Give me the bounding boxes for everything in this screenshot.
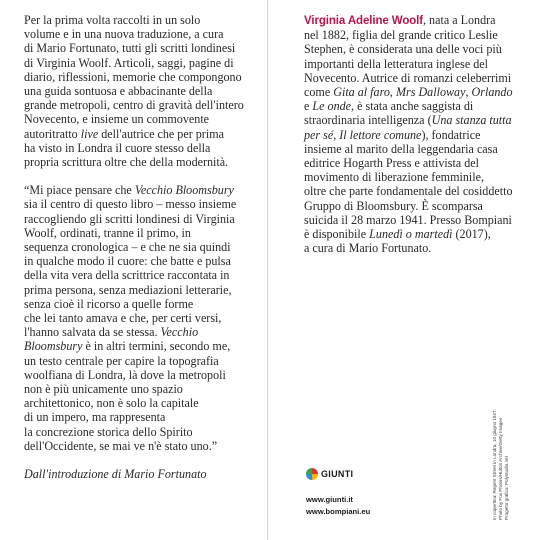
url-giunti: www.giunti.it: [306, 495, 353, 504]
text-run: volume e in una nuova traduzione, a cura: [24, 27, 224, 42]
text-run: Gruppo di Bloomsbury. È scomparsa: [304, 198, 483, 213]
text-run: è disponibile: [304, 227, 370, 242]
quote-attribution: Dall'introduzione di Mario Fortunato: [24, 467, 207, 482]
text-run: dell'autrice che per prima: [98, 126, 224, 141]
text-run: nel 1882, figlia del grande critico Leslie: [304, 28, 498, 43]
text-line: [304, 241, 518, 255]
text-line: [24, 127, 250, 141]
bio-first-line: [304, 13, 518, 28]
text-run: Stephen, è considerata una delle voci più: [304, 42, 502, 57]
italic-text: Mrs Dalloway: [395, 85, 466, 100]
text-run: della vita vera della scrittrice raccontata in: [24, 268, 230, 283]
text-run: e: [304, 99, 313, 114]
publisher-logo: [306, 468, 353, 480]
text-run: un testo centrale per capire la topografia: [24, 353, 219, 368]
text-line: [304, 156, 518, 170]
text-run: in qualche modo il cuore: che batte e pulsa: [24, 254, 231, 269]
text-line: [24, 425, 250, 439]
text-line: [24, 311, 250, 325]
italic-text: Il lettore comune: [339, 127, 422, 142]
text-line: [24, 325, 250, 339]
text-run: di Virginia Woolf. Articoli, saggi, pagine di: [24, 55, 234, 70]
publisher-logo-text: GIUNTI: [321, 469, 354, 479]
text-run: sequenza cronologica – e che ne sia quindi: [24, 240, 231, 255]
text-line: [24, 368, 250, 382]
text-run: oltre che parte fondamentale del cosiddetto: [304, 184, 513, 199]
text-line: [24, 56, 250, 70]
text-line: [24, 396, 250, 410]
text-line: [304, 42, 518, 56]
text-line: [24, 197, 250, 211]
text-run: non è più unicamente uno spazio: [24, 382, 183, 397]
text-run: l'hanno salvata da se stessa.: [24, 325, 161, 340]
text-run: che lei tanto amava e che, per certi versi,: [24, 311, 222, 326]
cover-credit-line: Photo by Fox Photos/Hulton Archive/Getty Images: [498, 417, 503, 520]
text-run: straordinaria intelligenza (: [304, 113, 432, 128]
text-run: “Mi piace pensare che: [24, 183, 135, 198]
text-run: senza cioè il ricorso a quelle forme: [24, 296, 194, 311]
text-run: , nata a Londra: [423, 13, 496, 27]
text-run: ,: [333, 127, 340, 142]
text-run: architettonico, non è solo la capitale: [24, 396, 199, 411]
text-line: [304, 227, 518, 241]
text-run: dell'Occidente, se mai ve n'è stato uno.”: [24, 438, 218, 453]
text-line: [304, 99, 518, 113]
text-line: [304, 128, 518, 142]
text-line: [24, 410, 250, 424]
text-line: [304, 71, 518, 85]
text-run: ), fondatrice: [421, 127, 481, 142]
text-run: propria scrittura oltre che della modernità.: [24, 155, 229, 170]
text-run: Novecento, e insieme un commovente: [24, 112, 210, 127]
text-run: ,: [465, 85, 472, 100]
blurb-text: [24, 13, 250, 481]
bio-first-line-rest: [423, 13, 496, 27]
text-run: raccogliendo gli scritti londinesi di Virginia: [24, 211, 235, 226]
text-run: suicida il 28 marzo 1941. Presso Bompiani: [304, 212, 512, 227]
text-run: insieme al marito della leggendaria casa: [304, 141, 498, 156]
text-line: [24, 212, 250, 226]
publisher-urls: [306, 494, 370, 518]
text-run: autoritratto: [24, 126, 81, 141]
text-run: una guida sontuosa e abbacinante della: [24, 84, 213, 99]
text-line: [24, 70, 250, 84]
text-line: [304, 213, 518, 227]
text-run: la concrezione storica dello Spirito: [24, 424, 193, 439]
text-line: [24, 439, 250, 453]
text-run: come: [304, 85, 334, 100]
italic-text: live: [80, 126, 99, 141]
text-line: [24, 112, 250, 126]
text-run: a cura di Mario Fortunato.: [304, 241, 432, 256]
text-run: importanti della letteratura inglese del: [304, 56, 489, 71]
text-run: (2017),: [452, 227, 491, 242]
text-line: [24, 297, 250, 311]
text-run: , è stata anche saggista di: [351, 99, 474, 114]
text-line: [24, 354, 250, 368]
author-name: Virginia Adeline Woolf: [304, 15, 423, 27]
cover-credit-line: In copertina: Regent Street in Londra, 10 giugno 1927.: [492, 409, 497, 520]
text-run: Per la prima volta raccolti in un solo: [24, 13, 201, 27]
text-line: [304, 170, 518, 184]
text-line: [24, 183, 250, 197]
text-line: [24, 283, 250, 297]
italic-text: Le onde: [312, 99, 352, 114]
text-run: Woolf, ordinati, tranne il primo, in: [24, 225, 191, 240]
text-run: ha visto in Londra il cuore stesso della: [24, 140, 211, 155]
text-line: [24, 268, 250, 282]
text-run: è in altri termini, secondo me,: [82, 339, 231, 354]
italic-text: Vecchio Bloomsbury: [134, 183, 234, 198]
text-run: woolfiana di Londra, là dove la metropoli: [24, 367, 226, 382]
italic-text: Orlando: [471, 85, 513, 100]
italic-text: Vecchio: [160, 325, 199, 340]
text-run: Novecento. Autrice di romanzi celeberrimi: [304, 70, 512, 85]
text-run: di un impero, ma rappresenta: [24, 410, 166, 425]
text-line: [304, 57, 518, 71]
intro-paragraph: [24, 13, 250, 169]
text-line: [24, 382, 250, 396]
italic-text: Lunedì o martedì: [369, 227, 453, 242]
text-line: [304, 142, 518, 156]
italic-text: Bloomsbury: [24, 339, 83, 354]
italic-text: Una stanza tutta: [431, 113, 512, 128]
text-line: [304, 28, 518, 42]
text-run: grande metropoli, centro di gravità dell'intero: [24, 98, 244, 113]
text-line: [24, 98, 250, 112]
text-line: [24, 339, 250, 353]
bio-paragraph: [304, 13, 518, 255]
text-run: di Mario Fortunato, tutti gli scritti londinesi: [24, 41, 236, 56]
text-line: [24, 27, 250, 41]
text-line: [304, 85, 518, 99]
text-line: [24, 155, 250, 169]
giunti-logo-icon: [306, 468, 318, 480]
italic-text: per sé: [304, 127, 334, 142]
text-line: [24, 13, 250, 27]
text-line: [24, 84, 250, 98]
text-run: editrice Hogarth Press e attivista del: [304, 156, 479, 171]
italic-text: Gita al faro: [333, 85, 390, 100]
text-line: [24, 240, 250, 254]
quote-paragraph: [24, 183, 250, 453]
text-line: [24, 141, 250, 155]
text-run: movimento di liberazione femminile,: [304, 170, 485, 185]
url-bompiani: www.bompiani.eu: [306, 507, 371, 516]
text-run: diario, riflessioni, memorie che compongono: [24, 69, 242, 84]
text-line: [24, 254, 250, 268]
text-line: [304, 184, 518, 198]
bio-remaining-lines: [304, 28, 518, 255]
text-run: prima persona, senza mediazioni letterarie,: [24, 282, 232, 297]
text-run: sia il centro di questo libro – messo insieme: [24, 197, 237, 212]
author-bio: [304, 13, 518, 255]
cover-credit-line: Progetto grafico: Polystudio.net: [504, 456, 509, 520]
text-run: ,: [389, 85, 396, 100]
cover-credits: [492, 400, 522, 520]
text-line: [24, 226, 250, 240]
text-line: [304, 199, 518, 213]
text-line: [24, 41, 250, 55]
text-line: [304, 113, 518, 127]
